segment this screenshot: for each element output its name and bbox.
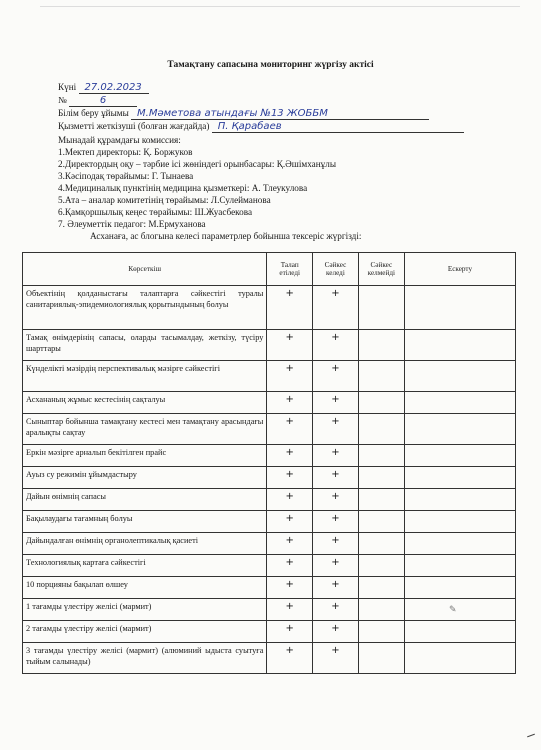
mismatch-cell [358, 414, 404, 445]
mismatch-cell [358, 330, 404, 361]
table-row [23, 286, 516, 330]
org-label: Білім беру ұйымы [58, 108, 129, 118]
indicator-cell: Дайындалған өнімнің органолептикалық қасиеті [23, 533, 267, 555]
required-cell: + [267, 489, 313, 511]
supplier-line [58, 121, 464, 133]
document-title: Тамақтану сапасына мониторинг жүргізу актісі [167, 60, 374, 70]
required-cell: + [267, 643, 313, 674]
commission-member: 5.Ата – аналар комитетінің төрайымы: Л.Сулейманова [58, 195, 271, 205]
required-cell: + [267, 361, 313, 392]
note-cell [404, 489, 515, 511]
org-line [58, 108, 429, 120]
table-row [23, 392, 516, 414]
note-cell [404, 361, 515, 392]
page-edge [40, 6, 520, 7]
note-cell [404, 577, 515, 599]
required-cell: + [267, 414, 313, 445]
match-cell: + [313, 533, 359, 555]
col-match: Сәйкес келеді [313, 253, 359, 286]
commission-member: 6.Қамқоршылық кеңес төрайымы: Ш.Жуасбекова [58, 207, 253, 217]
note-cell [404, 467, 515, 489]
required-cell: + [267, 555, 313, 577]
indicator-cell: Ауыз су режимін ұйымдастыру [23, 467, 267, 489]
table-row [23, 414, 516, 445]
col-mismatch: Сәйкес келмейді [358, 253, 404, 286]
mismatch-cell [358, 445, 404, 467]
col-required: Талап етіледі [267, 253, 313, 286]
indicator-cell: Сыныптар бойынша тамақтану кестесі мен тамақтану арасындағы аралықты сақтау [23, 414, 267, 445]
mismatch-cell [358, 489, 404, 511]
indicator-cell: 3 тағамды үлестіру желісі (мармит) (алюминий ыдыста суытуға тыйым салынады) [23, 643, 267, 674]
table-row [23, 533, 516, 555]
table-row [23, 643, 516, 674]
number-label: № [58, 95, 67, 105]
scan-mark [527, 734, 535, 738]
required-cell: + [267, 467, 313, 489]
required-cell: + [267, 445, 313, 467]
table-row [23, 621, 516, 643]
table-row [23, 555, 516, 577]
mismatch-cell [358, 599, 404, 621]
pencil-mark: ✎ [449, 604, 457, 614]
table-row [23, 511, 516, 533]
org-field: М.Мәметова атындағы №13 ЖОББМ [131, 108, 429, 120]
mismatch-cell [358, 467, 404, 489]
commission-member: 4.Медициналық пунктінің медицина қызметкері: А. Тлеукулова [58, 183, 308, 193]
col-indicator: Көрсеткіш [23, 253, 267, 286]
mismatch-cell [358, 361, 404, 392]
note-cell [404, 511, 515, 533]
required-cell: + [267, 533, 313, 555]
supplier-label: Қызметті жеткізуші (болған жағдайда) [58, 121, 210, 131]
note-cell [404, 533, 515, 555]
supplier-field: П. Қарабаев [212, 121, 464, 133]
table-row [23, 577, 516, 599]
required-cell: + [267, 621, 313, 643]
table-row [23, 330, 516, 361]
mismatch-cell [358, 392, 404, 414]
indicator-cell: Еркін мәзірге арналып бекітілген прайс [23, 445, 267, 467]
note-cell [404, 392, 515, 414]
date-field: 27.02.2023 [79, 82, 149, 94]
match-cell: + [313, 599, 359, 621]
number-line [58, 95, 137, 107]
note-cell [404, 414, 515, 445]
table-row [23, 361, 516, 392]
match-cell: + [313, 467, 359, 489]
commission-member: 1.Мектеп директоры: Қ. Боржуков [58, 147, 193, 157]
inspection-table [22, 252, 516, 674]
note-cell [404, 599, 515, 621]
indicator-cell: Күнделікті мәзірдің перспективалық мәзірге сәйкестігі [23, 361, 267, 392]
col-note: Ескерту [404, 253, 515, 286]
indicator-cell: Дайын өнімнің сапасы [23, 489, 267, 511]
indicator-cell: Тамақ өнімдерінің сапасы, оларды тасымалдау, жеткізу, түсіру шарттары [23, 330, 267, 361]
note-cell [404, 445, 515, 467]
table-row [23, 467, 516, 489]
mismatch-cell [358, 533, 404, 555]
indicator-cell: 1 тағамды үлестіру желісі (мармит) [23, 599, 267, 621]
indicator-cell: 10 порцияны бақылап өлшеу [23, 577, 267, 599]
match-cell: + [313, 577, 359, 599]
commission-member: 7. Әлеуметтік педагог: М.Ермуханова [58, 219, 206, 229]
inspection-intro: Асханаға, ас блогына келесі параметрлер бойынша тексеріс жүргізді: [90, 231, 362, 241]
note-cell [404, 286, 515, 330]
required-cell: + [267, 330, 313, 361]
required-cell: + [267, 599, 313, 621]
match-cell: + [313, 414, 359, 445]
number-field: 6 [69, 95, 137, 107]
indicator-cell: Объектінің қолданыстағы талаптарға сәйкестігі туралы санитариялық-эпидемиологиялық қорытындының болуы [23, 286, 267, 330]
match-cell: + [313, 511, 359, 533]
required-cell: + [267, 511, 313, 533]
indicator-cell: Бақылаудағы тағамның болуы [23, 511, 267, 533]
mismatch-cell [358, 621, 404, 643]
date-line [58, 82, 149, 94]
mismatch-cell [358, 511, 404, 533]
note-cell [404, 555, 515, 577]
mismatch-cell [358, 555, 404, 577]
table-header-row [23, 253, 516, 286]
note-cell [404, 621, 515, 643]
match-cell: + [313, 330, 359, 361]
table-row [23, 445, 516, 467]
table-row [23, 599, 516, 621]
commission-title: Мынадай құрамдағы комиссия: [58, 135, 181, 145]
match-cell: + [313, 621, 359, 643]
mismatch-cell [358, 286, 404, 330]
commission-member: 2.Директордың оқу – тәрбие ісі жөніндегі орынбасары: Қ.Әшімханұлы [58, 159, 337, 169]
note-cell [404, 330, 515, 361]
required-cell: + [267, 392, 313, 414]
mismatch-cell [358, 643, 404, 674]
indicator-cell: Технологиялық картаға сәйкестігі [23, 555, 267, 577]
table-row [23, 489, 516, 511]
required-cell: + [267, 577, 313, 599]
match-cell: + [313, 445, 359, 467]
match-cell: + [313, 286, 359, 330]
match-cell: + [313, 361, 359, 392]
date-label: Күні [58, 82, 77, 92]
indicator-cell: 2 тағамды үлестіру желісі (мармит) [23, 621, 267, 643]
match-cell: + [313, 555, 359, 577]
note-cell [404, 643, 515, 674]
match-cell: + [313, 489, 359, 511]
match-cell: + [313, 643, 359, 674]
indicator-cell: Асхананың жұмыс кестесінің сақталуы [23, 392, 267, 414]
mismatch-cell [358, 577, 404, 599]
required-cell: + [267, 286, 313, 330]
commission-member: 3.Кәсіподақ төрайымы: Г. Тынаева [58, 171, 194, 181]
match-cell: + [313, 392, 359, 414]
